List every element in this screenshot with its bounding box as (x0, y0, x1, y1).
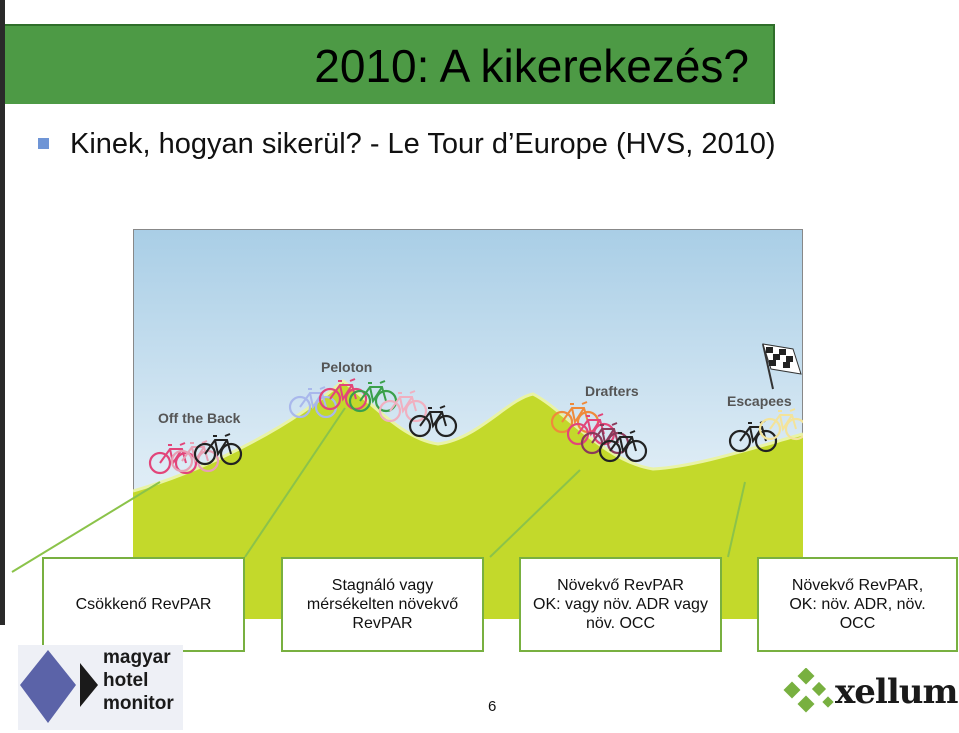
logo-line: hotel (103, 670, 149, 691)
slide-subtitle: Kinek, hogyan sikerül? - Le Tour d’Europe (HVS, 2010) (70, 128, 776, 160)
title-bar (5, 24, 775, 104)
magyar-hotel-monitor-text (103, 646, 174, 715)
box-line: növ. OCC (585, 615, 656, 632)
box-line: RevPAR (352, 615, 413, 632)
box-line: Növekvő RevPAR (557, 577, 684, 594)
box-line: Stagnáló vagy (331, 577, 434, 594)
logo-line: magyar (103, 647, 171, 668)
label-drafters: Drafters (585, 383, 639, 399)
box-line: OCC (839, 615, 876, 632)
box-line: mérsékelten növekvő (306, 596, 459, 613)
xellum-wordmark: xellum (835, 672, 958, 712)
category-box-growing (519, 557, 722, 652)
box-line: OK: növ. ADR, növ. (789, 596, 926, 613)
bullet-square-icon (38, 138, 49, 149)
box-line: Csökkenő RevPAR (75, 596, 212, 613)
slide-title: 2010: A kikerekezés? (314, 40, 749, 92)
box-line: Növekvő RevPAR, (791, 577, 924, 594)
logo-line: monitor (103, 693, 174, 714)
page-number: 6 (488, 698, 497, 715)
label-off-the-back: Off the Back (158, 410, 241, 426)
category-box-stagnating (281, 557, 484, 652)
category-box-growing-both (757, 557, 958, 652)
box-line: OK: vagy növ. ADR vagy (533, 596, 708, 613)
category-box-decreasing (42, 557, 245, 652)
label-escapees: Escapees (727, 393, 792, 409)
label-peloton: Peloton (321, 359, 373, 375)
